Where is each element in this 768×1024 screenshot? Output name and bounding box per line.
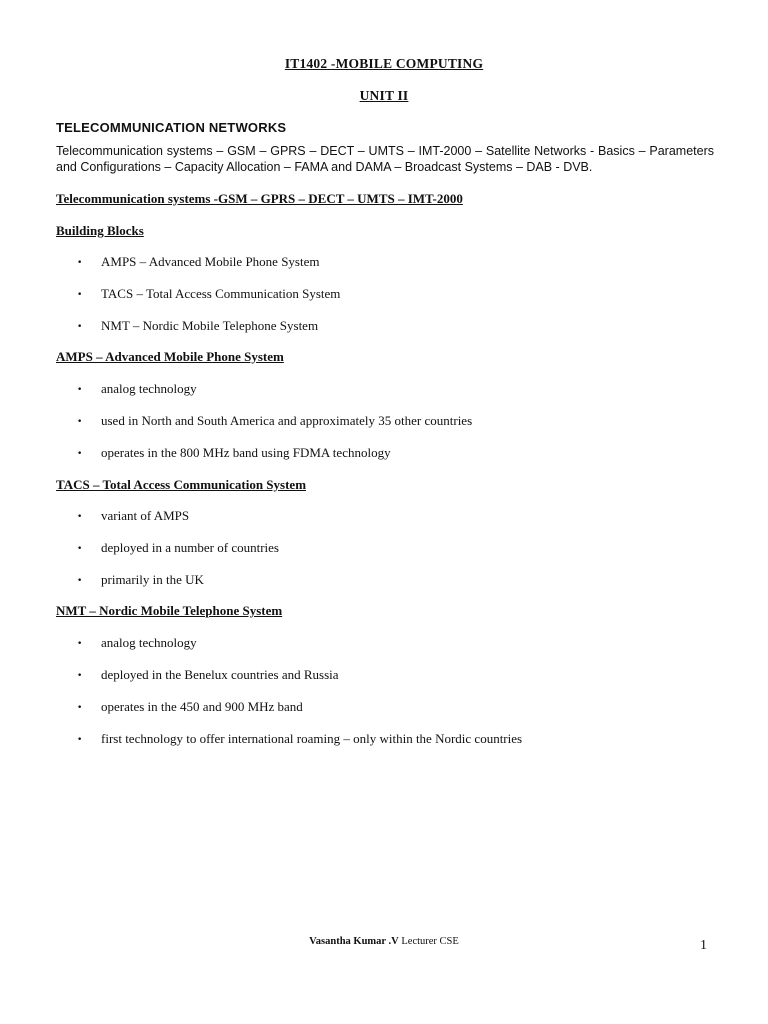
list-item bbox=[77, 254, 319, 272]
list-item-text: primarily in the UK bbox=[101, 572, 204, 587]
list-item-text: NMT – Nordic Mobile Telephone System bbox=[101, 318, 319, 333]
list-item bbox=[77, 413, 472, 431]
section-heading-building-blocks: Building Blocks bbox=[56, 223, 144, 238]
bullet-icon: • bbox=[77, 639, 83, 649]
list-item bbox=[77, 540, 279, 558]
list-item bbox=[77, 699, 303, 717]
bullet-icon: • bbox=[77, 449, 83, 459]
bullet-icon: • bbox=[77, 735, 83, 745]
list-item bbox=[77, 731, 522, 749]
list-item-text: analog technology bbox=[101, 635, 197, 650]
list-item-text: operates in the 450 and 900 MHz band bbox=[101, 699, 303, 714]
list-item bbox=[77, 508, 189, 526]
section-heading-telecom-systems: Telecommunication systems -GSM – GPRS – DECT – UMTS – IMT-2000 bbox=[56, 191, 463, 206]
list-item bbox=[77, 318, 318, 336]
list-item-text: analog technology bbox=[101, 381, 197, 396]
list-item bbox=[77, 286, 340, 304]
list-item-text: first technology to offer international roaming – only within the Nordic countries bbox=[101, 731, 523, 746]
bullet-icon: • bbox=[77, 258, 83, 268]
bullet-icon: • bbox=[77, 417, 83, 427]
list-item bbox=[77, 667, 339, 685]
author-name: Vasantha Kumar .V bbox=[309, 936, 399, 947]
list-item-text: operates in the 800 MHz band using FDMA technology bbox=[101, 445, 391, 460]
bullet-icon: • bbox=[77, 576, 83, 586]
list-item-text: used in North and South America and approximately 35 other countries bbox=[101, 413, 473, 428]
section-heading-tacs: TACS – Total Access Communication System bbox=[56, 477, 307, 492]
author-role: Lecturer CSE bbox=[398, 936, 459, 947]
list-item bbox=[77, 572, 204, 590]
section-heading-amps: AMPS – Advanced Mobile Phone System bbox=[56, 349, 284, 364]
page-number: 1 bbox=[700, 938, 707, 953]
list-item bbox=[77, 635, 197, 653]
bullet-icon: • bbox=[77, 671, 83, 681]
list-item-text: AMPS – Advanced Mobile Phone System bbox=[101, 254, 320, 269]
course-title: IT1402 -MOBILE COMPUTING bbox=[284, 56, 484, 71]
bullet-icon: • bbox=[77, 290, 83, 300]
unit-title: UNIT II bbox=[359, 88, 409, 103]
bullet-icon: • bbox=[77, 385, 83, 395]
footer-author bbox=[0, 936, 768, 947]
intro-paragraph: Telecommunication systems – GSM – GPRS – DECT – UMTS – IMT-2000 – Satellite Networks - Basics – Parameters and Configurations – Capacity Allocation – FAMA and DAMA – Broadcast Systems – DAB - DVB. bbox=[56, 144, 714, 174]
list-item-text: deployed in the Benelux countries and Russia bbox=[101, 667, 339, 682]
bullet-icon: • bbox=[77, 544, 83, 554]
list-item bbox=[77, 445, 391, 463]
intro-heading: TELECOMMUNICATION NETWORKS bbox=[56, 120, 287, 135]
section-heading-nmt: NMT – Nordic Mobile Telephone System bbox=[56, 603, 283, 618]
bullet-icon: • bbox=[77, 512, 83, 522]
list-item-text: TACS – Total Access Communication System bbox=[101, 286, 341, 301]
list-item-text: variant of AMPS bbox=[101, 508, 190, 523]
list-item bbox=[77, 381, 197, 399]
bullet-icon: • bbox=[77, 703, 83, 713]
bullet-icon: • bbox=[77, 322, 83, 332]
list-item-text: deployed in a number of countries bbox=[101, 540, 279, 555]
